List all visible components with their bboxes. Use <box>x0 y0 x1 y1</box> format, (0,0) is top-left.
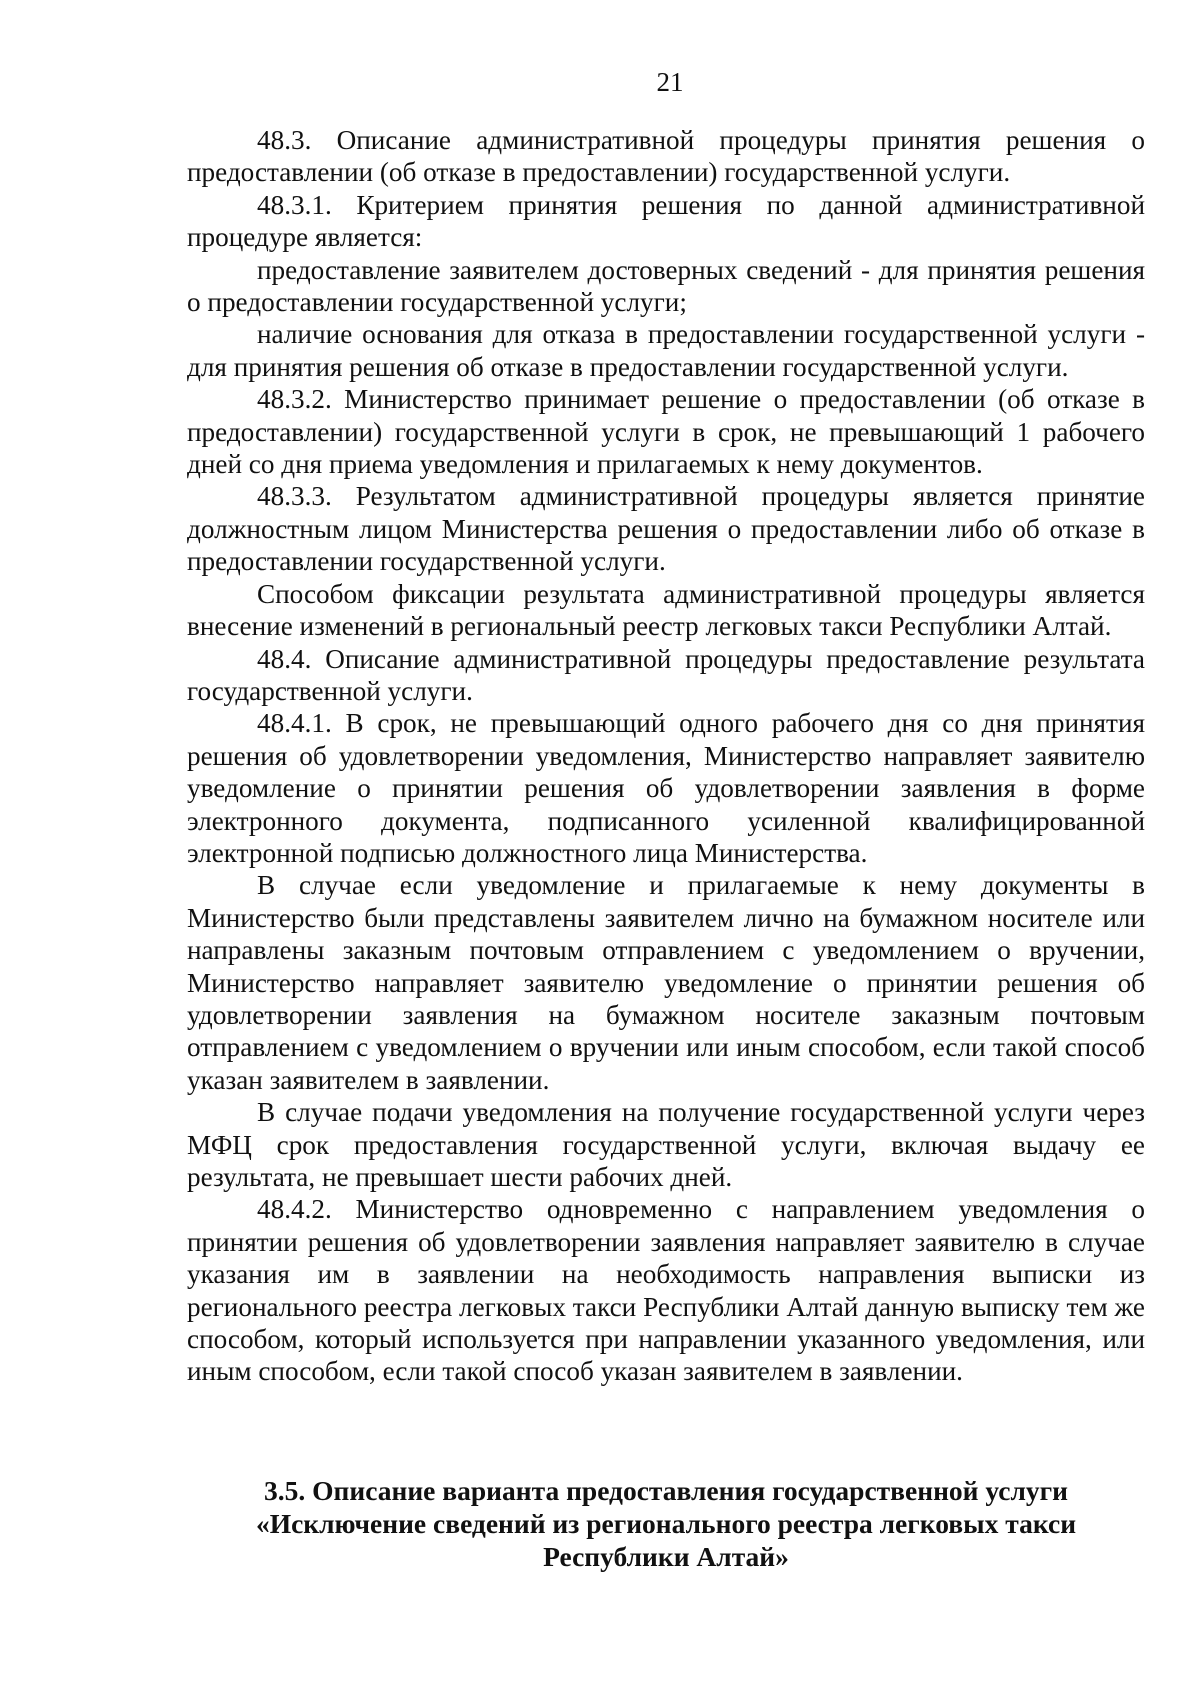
paragraph-criterion-grant: предоставление заявителем достоверных сведений - для принятия решения о предоставлении государственной услуги; <box>187 254 1145 318</box>
paragraph-criterion-refusal: наличие основания для отказа в предоставлении государственной услуги - для принятия решения об отказе в предоставлении государственной услуги. <box>187 319 1145 382</box>
paragraph-48-3-2: 48.3.2. Министерство принимает решение о предоставлении (об отказе в предоставлении) государственной услуги в срок, не превышающий 1 рабочего дней со дня приема уведомления и прилагаемых к нему документов. <box>187 384 1145 480</box>
section-heading <box>187 1474 1145 1573</box>
paragraph-48-3-1: 48.3.1. Критерием принятия решения по данной административной процедуре является: <box>187 189 1145 253</box>
section-heading-line-2: «Исключение сведений из регионального реестра легковых такси <box>255 1508 1077 1539</box>
paragraph-48-4-2: 48.4.2. Министерство одновременно с направлением уведомления о принятии решения об удовлетворении заявления направляет заявителю в случае указания им в заявлении на необходимость направления выписки из регионального реестра легковых такси Республики Алтай данную выписку тем же способом, который используется при направлении указанного уведомления, или иным способом, если такой способ указан заявителем в заявлении. <box>187 1194 1145 1387</box>
document-body <box>187 124 1145 1388</box>
section-heading-line-1: 3.5. Описание варианта предоставления государственной услуги <box>264 1475 1068 1506</box>
paragraph-48-3: 48.3. Описание административной процедуры принятия решения о предоставлении (об отказе в предоставлении) государственной услуги. <box>187 125 1145 188</box>
paragraph-48-4: 48.4. Описание административной процедуры предоставление результата государственной услуги. <box>187 643 1145 706</box>
page-number: 21 <box>656 67 684 97</box>
paragraph-mfc-submission: В случае подачи уведомления на получение государственной услуги через МФЦ срок предоставления государственной услуги, включая выдачу ее результата, не превышает шести рабочих дней. <box>187 1097 1145 1192</box>
paragraph-48-3-3: 48.3.3. Результатом административной процедуры является принятие должностным лицом Министерства решения о предоставлении либо об отказе в предоставлении государственной услуги. <box>187 481 1145 577</box>
paragraph-48-4-1: 48.4.1. В срок, не превышающий одного рабочего дня со дня принятия решения об удовлетворении уведомления, Министерство направляет заявителю уведомление о принятии решения об удовлетворении заявления в форме электронного документа, подписанного усиленной квалифицированной электронной подписью должностного лица Министерства. <box>187 708 1145 868</box>
section-heading-line-3: Республики Алтай» <box>543 1541 789 1572</box>
paragraph-paper-submission: В случае если уведомление и прилагаемые к нему документы в Министерство были представлены заявителем лично на бумажном носителе или направлены заказным почтовым отправлением с уведомлением о вручении, Министерство направляет заявителю уведомление о принятии решения об удовлетворении заявления на бумажном носителе заказным почтовым отправлением с уведомлением о вручении или иным способом, если такой способ указан заявителем в заявлении. <box>187 870 1145 1095</box>
paragraph-fixation-method: Способом фиксации результата административной процедуры является внесение изменений в региональный реестр легковых такси Республики Алтай. <box>187 578 1145 642</box>
